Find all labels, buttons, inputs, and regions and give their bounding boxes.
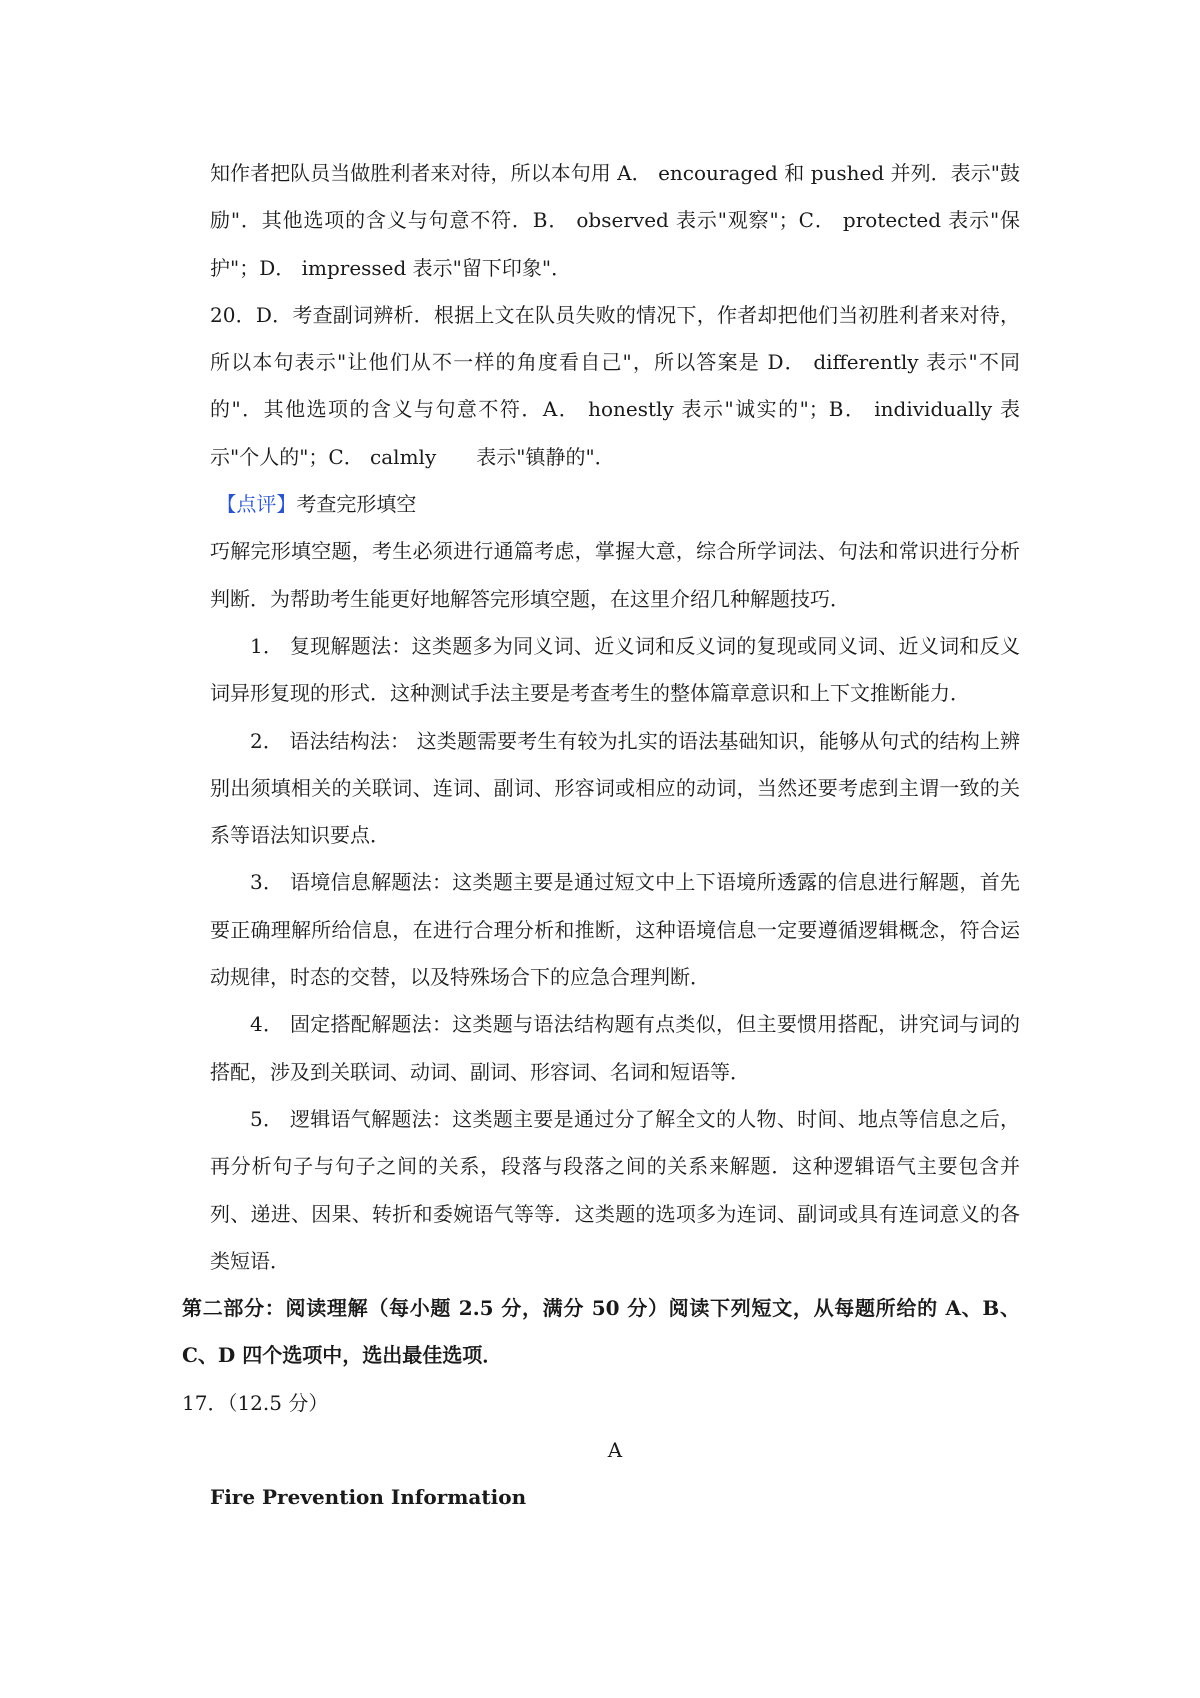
tip-1: 1． 复现解题法：这类题多为同义词、近义词和反义词的复现或同义词、近义词和反义词异形复现的形式．这种测试手法主要是考查考生的整体篇章意识和上下文推断能力． <box>210 633 1020 706</box>
review-heading <box>210 481 1020 528</box>
tip-2: 2． 语法结构法： 这类题需要考生有较为扎实的语法基础知识，能够从句式的结构上辨别出须填相关的关联词、连词、副词、形容词或相应的动词，当然还要考虑到主谓一致的关系等语法知识要点． <box>210 728 1020 848</box>
passage-label: A <box>607 1438 623 1463</box>
passage-title: Fire Prevention Information <box>210 1485 527 1510</box>
document-body <box>182 150 1020 1522</box>
tip-5: 5． 逻辑语气解题法：这类题主要是通过分了解全文的人物、时间、地点等信息之后，再分析句子与句子之间的关系，段落与段落之间的关系来解题．这种逻辑语气主要包含并列、递进、因果、转折和委婉语气等等．这类题的选项多为连词、副词或具有连词意义的各类短语． <box>210 1106 1020 1273</box>
answer-explanation-20: 20．D．考查副词辨析．根据上文在队员失败的情况下，作者却把他们当初胜利者来对待，所以本句表示"让他们从不一样的角度看自己"，所以答案是 D． differently 表示"不同的"．其他选项的含义与句意不符．A． honestly 表示"诚实的"；B． individually 表示"个人的"；C． calmly 表示"镇静的"． <box>210 302 1020 469</box>
answer-explanation-19-continued: 知作者把队员当做胜利者来对待，所以本句用 A． encouraged 和 pushed 并列．表示"鼓励"．其他选项的含义与句意不符．B． observed 表示"观察"；C． protected 表示"保护"；D． impressed 表示"留下印象"． <box>210 161 1020 280</box>
tip-4: 4． 固定搭配解题法：这类题与语法结构题有点类似，但主要惯用搭配，讲究词与词的搭配，涉及到关联词、动词、副词、形容词、名词和短语等． <box>210 1012 1020 1084</box>
review-title: 考查完形填空 <box>296 492 417 517</box>
tip-3: 3． 语境信息解题法：这类题主要是通过短文中上下语境所透露的信息进行解题，首先要正确理解所给信息，在进行合理分析和推断，这种语境信息一定要遵循逻辑概念，符合运动规律，时态的交替，以及特殊场合下的应急合理判断． <box>210 870 1020 990</box>
review-intro: 巧解完形填空题，考生必须进行通篇考虑，掌握大意，综合所学词法、句法和常识进行分析判断．为帮助考生能更好地解答完形填空题，在这里介绍几种解题技巧． <box>210 539 1020 611</box>
question-17-label: 17．（12.5 分） <box>182 1390 329 1415</box>
review-tag: 【点评】 <box>216 492 297 517</box>
part-two-heading: 第二部分：阅读理解（每小题 2.5 分，满分 50 分）阅读下列短文，从每题所给的 A、B、C、D 四个选项中，选出最佳选项． <box>182 1296 1020 1368</box>
